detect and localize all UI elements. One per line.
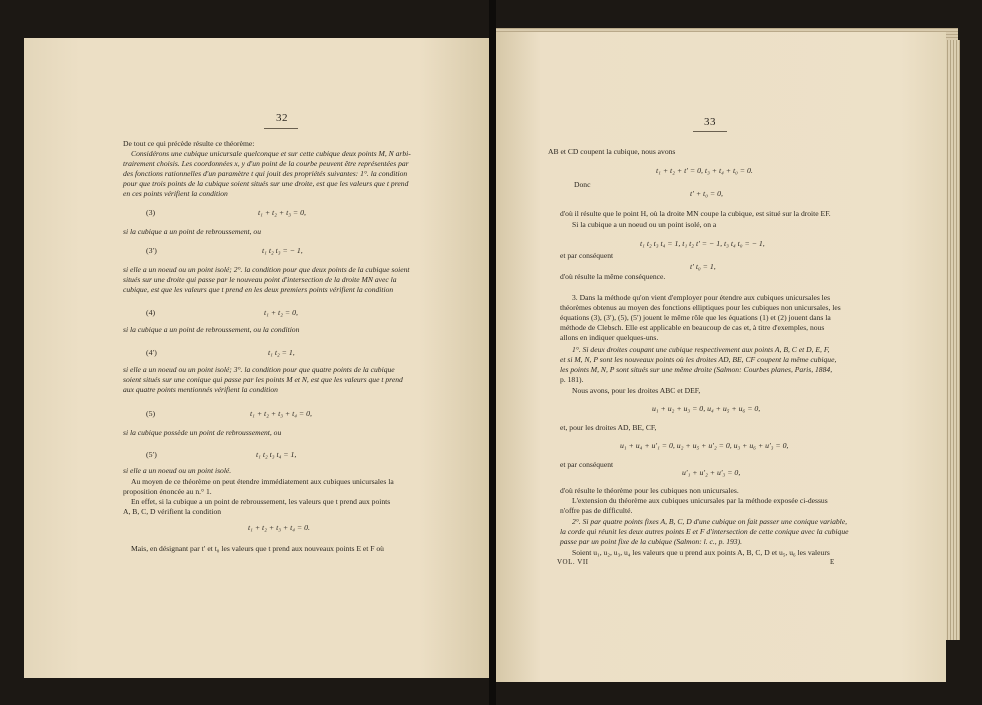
right-equation: u′₁ + u′₂ + u′₃ = 0, (682, 468, 741, 477)
left-text-line: Au moyen de ce théorème on peut étendre immédiatement aux cubiques unicursales la (131, 477, 394, 486)
right-text-line: la corde qui réunit les deux autres points E et F d'intersection de cette conique avec la cubique (560, 527, 849, 536)
left-equation: t₁ t₂ t₃ = − 1, (262, 246, 303, 255)
right-equation: t′ t₀ = 1, (690, 262, 716, 271)
book-gutter (489, 0, 496, 705)
left-text-line: en ces points vérifient la condition (123, 189, 228, 198)
left-page-number-rule (264, 128, 298, 129)
right-text-line: AB et CD coupent la cubique, nous avons (548, 147, 676, 156)
right-text-line: et par conséquent (560, 460, 614, 469)
right-equation: t₁ + t₂ + t′ = 0, t₃ + t₄ + t₀ = 0. (656, 166, 753, 175)
left-equation: t₁ + t₂ + t₃ + t₄ = 0, (250, 409, 312, 418)
left-text-line: si elle a un noeud ou un point isolé; 3°. la condition pour que quatre points de la cubique (123, 365, 395, 374)
left-equation: t₁ t₂ = 1, (268, 348, 295, 357)
left-equation-number: (5) (146, 409, 156, 418)
left-equation: t₁ + t₂ + t₃ = 0, (258, 208, 306, 217)
left-text-line: A, B, C, D vérifient la condition (123, 507, 222, 516)
left-text-line: En effet, si la cubique a un point de rebroussement, les valeurs que t prend aux points (131, 497, 391, 506)
right-text-line: méthode de Clebsch. Elle est applicable en beaucoup de cas et, à titre d'exemples, nous (560, 323, 825, 332)
left-text-line: soient situés sur une conique qui passe par les points M et N, est que les valeurs que t prend (123, 375, 403, 384)
right-text-line: et par conséquent (560, 251, 614, 260)
right-text-line: Nous avons, pour les droites ABC et DEF, (572, 386, 701, 395)
left-text-line: trairement choisis. Les coordonnées x, y d'un point de la courbe peuvent être représentées par (123, 159, 409, 168)
left-equation: t₁ + t₂ = 0, (264, 308, 298, 317)
left-text-line: des fonctions rationnelles d'un paramètre t qui jouit des propriétés suivantes: 1°. la condition (123, 169, 408, 178)
right-footer-volume: VOL. VII (557, 558, 589, 566)
left-page (24, 38, 489, 678)
right-footer-signature: E (830, 558, 835, 566)
right-text-line: les points M, N, P sont situés sur une même droite (Salmon: Courbes planes, Paris, 1884, (560, 365, 833, 374)
left-text-line: pour que trois points de la cubique soient situés sur une droite, est que les valeurs que t prend (123, 179, 409, 188)
right-text-line: 2°. Si par quatre points fixes A, B, C, D d'une cubique on fait passer une conique variable, (572, 517, 848, 526)
left-equation-number: (4′) (146, 348, 157, 357)
right-text-line: allons en indiquer quelques-uns. (560, 333, 659, 342)
left-text-line: Mais, en désignant par t′ et t₀ les valeurs que t prend aux nouveaux points E et F où (131, 544, 384, 553)
left-text-line: si elle a un noeud ou un point isolé; 2°. la condition pour que deux points de la cubique soient (123, 265, 410, 274)
right-text-line: Soient u₁, u₂, u₃, u₄ les valeurs que u prend aux points A, B, C, D et u₅, u₆ les valeurs (572, 548, 830, 557)
right-text-line: équations (3), (3′), (5), (5′) jouent le même rôle que les équations (1) et (2) jouent dans la (560, 313, 831, 322)
left-text-line: cubique, est que les valeurs que t prend en les deux premiers points vérifient la condition (123, 285, 394, 294)
left-text-line: proposition énoncée au n.° 1. (123, 487, 212, 496)
left-equation-number: (5′) (146, 450, 157, 459)
right-text-line: et si M, N, P sont les nouveaux points où les droites AD, BE, CF coupent la même cubique, (560, 355, 837, 364)
right-text-line: d'où résulte le théorème pour les cubiques non unicursales. (560, 486, 739, 495)
right-text-line: d'où résulte la même conséquence. (560, 272, 666, 281)
right-equation: u₁ + u₂ + u₃ = 0, u₄ + u₅ + u₆ = 0, (652, 404, 761, 413)
left-text-line: si la cubique a un point de rebroussement, ou (123, 227, 262, 236)
right-equation: u₁ + u₄ + u′₁ = 0, u₂ + u₅ + u′₂ = 0, u₃ + u₆ + u′₃ = 0, (620, 441, 789, 450)
right-equation: t₁ t₂ t₃ t₄ = 1, t₁ t₂ t′ = − 1, t₃ t₄ t₀ = − 1, (640, 239, 765, 248)
right-text-line: Donc (574, 180, 591, 189)
left-equation: t₁ + t₂ + t₃ + t₄ = 0. (248, 523, 310, 532)
left-equation: t₁ t₂ t₃ t₄ = 1, (256, 450, 297, 459)
right-text-line: passe par un point fixe de la cubique (Salmon: l. c., p. 193). (560, 537, 743, 546)
right-text-line: d'où il résulte que le point H, où la droite MN coupe la cubique, est situé sur la droite EF. (560, 209, 831, 218)
left-text-line: situés sur une droite qui passe par le nouveau point d'intersection de la droite MN avec la (123, 275, 397, 284)
right-text-line: 1°. Si deux droites coupant une cubique respectivement aux points A, B, C et D, E, F, (572, 345, 830, 354)
left-text-line: De tout ce qui précède résulte ce théorème: (123, 139, 255, 148)
left-text-line: aux quatre points mentionnés vérifient la condition (123, 385, 278, 394)
left-page-number: 32 (276, 112, 288, 124)
right-text-line: p. 181). (560, 375, 584, 384)
left-text-line: si la cubique a un point de rebroussement, ou la condition (123, 325, 300, 334)
left-text-line: Considérons une cubique unicursale quelconque et sur cette cubique deux points M, N arbi- (131, 149, 411, 158)
right-text-line: théorèmes obtenus au moyen des fonctions elliptiques pour les cubiques non unicursales, les (560, 303, 841, 312)
right-text-line: et, pour les droites AD, BE, CF, (560, 423, 657, 432)
right-text-line: Si la cubique a un noeud ou un point isolé, on a (572, 220, 717, 229)
right-equation: t′ + t₀ = 0, (690, 189, 723, 198)
right-page-number: 33 (704, 116, 716, 128)
left-text-line: si elle a un noeud ou un point isolé. (123, 466, 232, 475)
right-text-line: 3. Dans la méthode qu'on vient d'employer pour étendre aux cubiques unicursales les (572, 293, 831, 302)
right-page-number-rule (693, 131, 727, 132)
left-text-line: si la cubique possède un point de rebroussement, ou (123, 428, 282, 437)
left-equation-number: (4) (146, 308, 156, 317)
right-text-line: L'extension du théorème aux cubiques unicursales par la méthode exposée ci-dessus (572, 496, 828, 505)
right-text-line: n'offre pas de difficulté. (560, 506, 633, 515)
page-stack-side-edge (944, 40, 960, 640)
left-equation-number: (3) (146, 208, 156, 217)
left-equation-number: (3′) (146, 246, 157, 255)
